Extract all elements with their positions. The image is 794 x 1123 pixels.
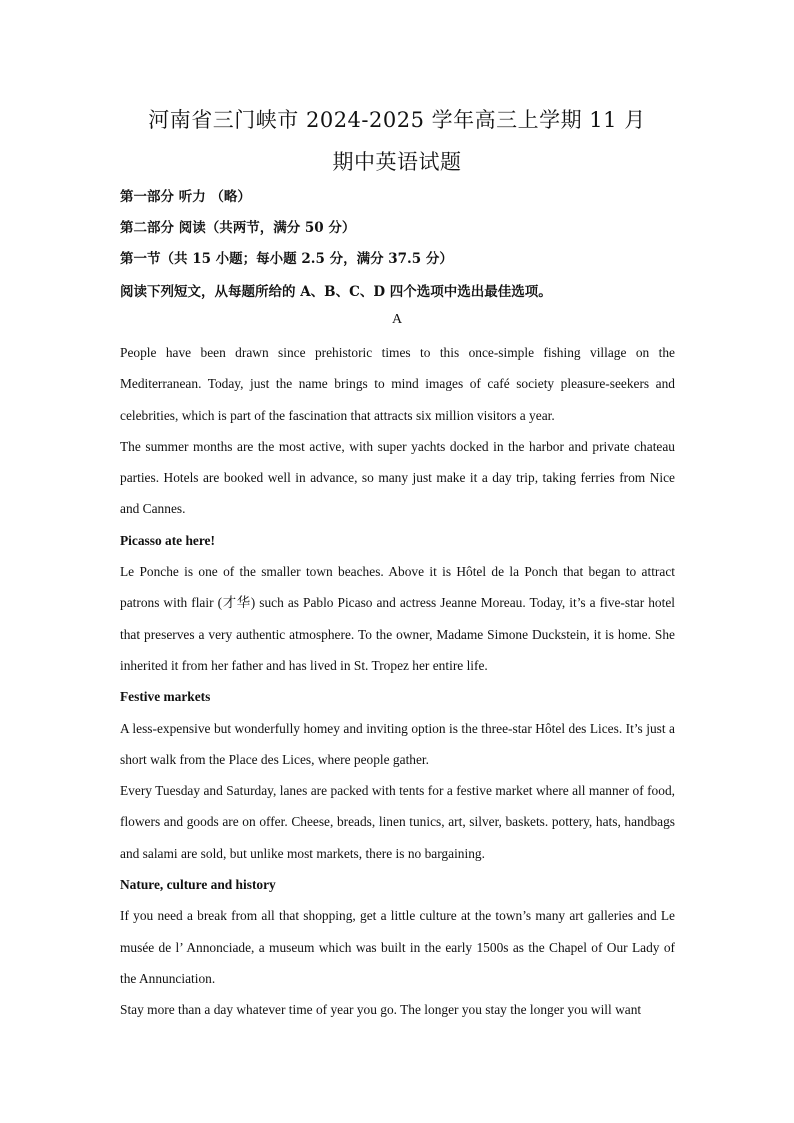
part-one-heading: 第一部分 听力 （略）: [120, 189, 251, 205]
section-one-heading: 第一节（共 15 小题；每小题 2.5 分，满分 37.5 分）: [120, 251, 453, 267]
subheading-nature: Nature, culture and history: [120, 877, 276, 893]
paragraph-culture: If you need a break from all that shopping, get a little culture at the town’s many art galleries and Le musée de l’ Annonciade, a museum which was built in the early 1500s as the Chapel of Our Lady of the Annunciation.: [120, 908, 675, 986]
paragraph-intro: People have been drawn since prehistoric times to this once-simple fishing village on the Mediterranean. Today, just the name brings to mind images of café society pleasure-seekers and celebrities, which is part of the fascination that attracts six million visitors a year.: [120, 345, 675, 423]
paragraph-stay: Stay more than a day whatever time of year you go. The longer you stay the longer you will want: [120, 1002, 642, 1018]
paragraph-le-ponche: Le Ponche is one of the smaller town beaches. Above it is Hôtel de la Ponch that began to attract patrons with flair (才华) such as Pablo Picaso and actress Jeanne Moreau. Today, it’s a five-star hotel that preserves a very authentic atmosphere. To the owner, Madame Simone Duckstein, it is home. She inherited it from her father and has lived in St. Tropez her entire life.: [120, 564, 675, 673]
exam-subtitle: 期中英语试题: [332, 150, 462, 174]
subheading-picasso: Picasso ate here!: [120, 532, 215, 548]
reading-instruction: 阅读下列短文，从每题所给的 A、B、C、D 四个选项中选出最佳选项。: [120, 284, 552, 300]
paragraph-hotel-des-lices: A less-expensive but wonderfully homey and inviting option is the three-star Hôtel des Lices. It’s just a short walk from the Place des Lices, where people gather.: [120, 720, 675, 767]
paragraph-market-days: Every Tuesday and Saturday, lanes are packed with tents for a festive market where all manner of food, flowers and goods are on offer. Cheese, breads, linen tunics, art, silver, baskets. pottery, hats, handbags and salami are sold, but unlike most markets, there is no bargaining.: [120, 783, 675, 861]
subheading-markets: Festive markets: [120, 689, 211, 705]
passage-letter: A: [391, 312, 403, 327]
part-two-heading: 第二部分 阅读（共两节，满分 50 分）: [120, 220, 356, 236]
paragraph-summer: The summer months are the most active, with super yachts docked in the harbor and private chateau parties. Hotels are booked well in advance, so many just make it a day trip, taking ferries from Nice and Cannes.: [120, 438, 675, 517]
exam-title: 河南省三门峡市 2024-2025 学年高三上学期 11 月: [148, 108, 646, 132]
passage-body: [120, 337, 675, 1026]
